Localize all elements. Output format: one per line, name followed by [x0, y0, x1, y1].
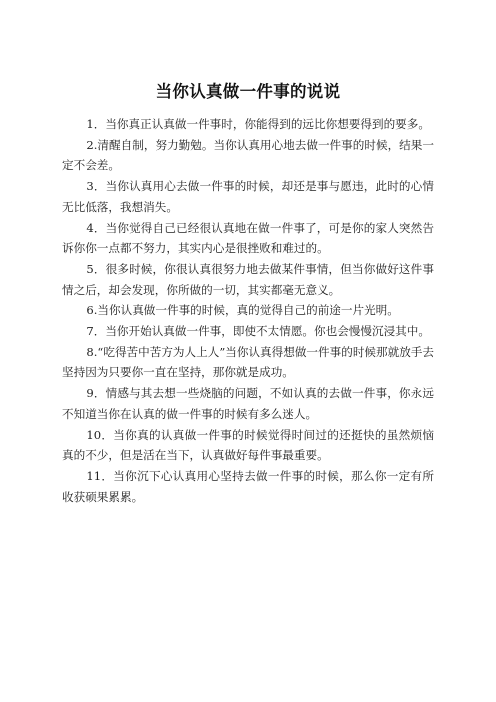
paragraph-6: 6.当你认真做一件事的时候，真的觉得自己的前途一片光明。	[86, 303, 399, 318]
document-body	[62, 114, 434, 507]
paragraph-10: 10．当你真的认真做一件事的时候觉得时间过的还挺快的虽然烦恼真的不少，但是活在当下，认真做好每件事最重要。	[62, 427, 434, 463]
paragraph-1: 1．当你真正认真做一件事时，你能得到的远比你想要得到的要多。	[86, 117, 430, 131]
document-title: 当你认真做一件事的说说	[155, 82, 341, 101]
paragraph-11: 11．当你沉下心认真用心坚持去做一件事的时候，那么你一定有所收获硕果累累。	[62, 468, 434, 504]
paragraph-7: 7．当你开始认真做一件事，即使不太情愿。你也会慢慢沉浸其中。	[86, 324, 430, 339]
paragraph-9: 9．情感与其去想一些烧脑的问题，不如认真的去做一件事，你永远不知道当你在认真的做一件事的时候有多么迷人。	[62, 386, 434, 421]
paragraph-3: 3．当你认真用心去做一件事的时候，却还是事与愿违，此时的心情无比低落，我想消失。	[62, 179, 434, 214]
paragraph-4: 4．当你觉得自己已经很认真地在做一件事了，可是你的家人突然告诉你你一点都不努力，其实内心是很挫败和难过的。	[62, 220, 434, 256]
paragraph-8: 8.“吃得苦中苦方为人上人”当你认真得想做一件事的时候那就放手去坚持因为只要你一直在坚持，那你就是成功。	[62, 344, 434, 380]
paragraph-5: 5．很多时候，你很认真很努力地去做某件事情，但当你做好这件事情之后，却会发现，你所做的一切，其实都毫无意义。	[62, 261, 434, 297]
paragraph-2: 2.清醒自制，努力勤勉。当你认真用心地去做一件事的时候，结果一定不会差。	[62, 137, 434, 173]
